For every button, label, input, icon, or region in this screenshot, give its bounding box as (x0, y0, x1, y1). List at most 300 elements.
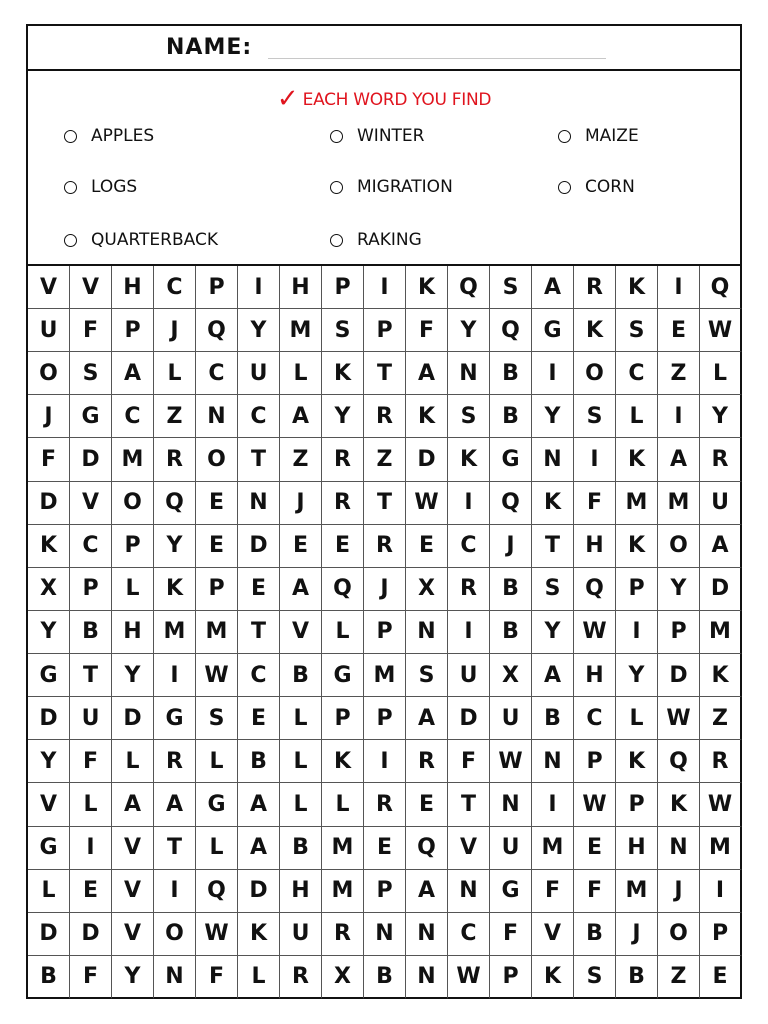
grid-cell[interactable]: K (616, 266, 658, 309)
grid-cell[interactable]: O (658, 913, 700, 956)
grid-cell[interactable]: R (574, 266, 616, 309)
grid-cell[interactable]: C (70, 525, 112, 568)
grid-cell[interactable]: D (658, 654, 700, 697)
grid-cell[interactable]: G (196, 783, 238, 826)
grid-cell[interactable]: A (280, 568, 322, 611)
grid-cell[interactable]: A (406, 870, 448, 913)
grid-cell[interactable]: N (364, 913, 406, 956)
grid-cell[interactable]: J (616, 913, 658, 956)
grid-cell[interactable]: I (448, 482, 490, 525)
grid-cell[interactable]: X (322, 956, 364, 999)
grid-cell[interactable]: Q (490, 309, 532, 352)
grid-cell[interactable]: D (406, 438, 448, 481)
grid-cell[interactable]: B (28, 956, 70, 999)
grid-cell[interactable]: S (532, 568, 574, 611)
grid-cell[interactable]: Q (322, 568, 364, 611)
grid-cell[interactable]: E (700, 956, 742, 999)
grid-cell[interactable]: E (238, 568, 280, 611)
grid-cell[interactable]: I (364, 266, 406, 309)
grid-cell[interactable]: I (532, 783, 574, 826)
grid-cell[interactable]: M (532, 827, 574, 870)
grid-cell[interactable]: D (238, 525, 280, 568)
grid-cell[interactable]: J (658, 870, 700, 913)
grid-cell[interactable]: R (154, 438, 196, 481)
grid-cell[interactable]: K (406, 395, 448, 438)
grid-cell[interactable]: N (448, 352, 490, 395)
grid-cell[interactable]: R (448, 568, 490, 611)
grid-cell[interactable]: A (280, 395, 322, 438)
grid-cell[interactable]: L (112, 740, 154, 783)
grid-cell[interactable]: P (616, 783, 658, 826)
grid-cell[interactable]: D (700, 568, 742, 611)
grid-cell[interactable]: G (28, 827, 70, 870)
grid-cell[interactable]: H (280, 266, 322, 309)
grid-cell[interactable]: U (70, 697, 112, 740)
grid-cell[interactable]: B (616, 956, 658, 999)
grid-cell[interactable]: W (700, 309, 742, 352)
grid-cell[interactable]: Q (196, 309, 238, 352)
grid-cell[interactable]: O (154, 913, 196, 956)
grid-cell[interactable]: J (364, 568, 406, 611)
grid-cell[interactable]: C (154, 266, 196, 309)
grid-cell[interactable]: B (490, 395, 532, 438)
grid-cell[interactable]: A (406, 352, 448, 395)
grid-cell[interactable]: E (70, 870, 112, 913)
grid-cell[interactable]: N (490, 783, 532, 826)
grid-cell[interactable]: P (616, 568, 658, 611)
grid-cell[interactable]: M (322, 827, 364, 870)
grid-cell[interactable]: I (154, 654, 196, 697)
grid-cell[interactable]: L (70, 783, 112, 826)
checkbox-circle-icon[interactable] (558, 181, 571, 194)
grid-cell[interactable]: P (196, 266, 238, 309)
grid-cell[interactable]: U (490, 827, 532, 870)
grid-cell[interactable]: I (616, 611, 658, 654)
grid-cell[interactable]: H (574, 654, 616, 697)
grid-cell[interactable]: R (700, 438, 742, 481)
grid-cell[interactable]: W (448, 956, 490, 999)
grid-cell[interactable]: Q (490, 482, 532, 525)
grid-cell[interactable]: I (574, 438, 616, 481)
grid-cell[interactable]: S (574, 395, 616, 438)
grid-cell[interactable]: T (70, 654, 112, 697)
grid-cell[interactable]: M (616, 870, 658, 913)
grid-cell[interactable]: Q (196, 870, 238, 913)
grid-cell[interactable]: I (658, 266, 700, 309)
grid-cell[interactable]: Y (532, 395, 574, 438)
grid-cell[interactable]: T (448, 783, 490, 826)
grid-cell[interactable]: K (616, 438, 658, 481)
grid-cell[interactable]: Q (406, 827, 448, 870)
grid-cell[interactable]: E (406, 525, 448, 568)
grid-cell[interactable]: V (532, 913, 574, 956)
grid-cell[interactable]: L (280, 352, 322, 395)
name-input-line[interactable] (268, 58, 606, 59)
grid-cell[interactable]: B (364, 956, 406, 999)
grid-cell[interactable]: D (238, 870, 280, 913)
grid-cell[interactable]: F (196, 956, 238, 999)
grid-cell[interactable]: K (322, 740, 364, 783)
checkbox-circle-icon[interactable] (330, 130, 343, 143)
grid-cell[interactable]: F (70, 309, 112, 352)
grid-cell[interactable]: R (322, 438, 364, 481)
grid-cell[interactable]: H (616, 827, 658, 870)
grid-cell[interactable]: B (280, 654, 322, 697)
grid-cell[interactable]: E (280, 525, 322, 568)
grid-cell[interactable]: P (574, 740, 616, 783)
grid-cell[interactable]: U (28, 309, 70, 352)
grid-cell[interactable]: R (280, 956, 322, 999)
grid-cell[interactable]: W (196, 913, 238, 956)
grid-cell[interactable]: L (280, 783, 322, 826)
checkbox-circle-icon[interactable] (330, 234, 343, 247)
grid-cell[interactable]: P (364, 309, 406, 352)
grid-cell[interactable]: L (196, 740, 238, 783)
grid-cell[interactable]: S (490, 266, 532, 309)
grid-cell[interactable]: E (196, 482, 238, 525)
grid-cell[interactable]: Z (658, 956, 700, 999)
grid-cell[interactable]: Y (532, 611, 574, 654)
grid-cell[interactable]: P (322, 697, 364, 740)
grid-cell[interactable]: W (196, 654, 238, 697)
grid-cell[interactable]: G (490, 438, 532, 481)
grid-cell[interactable]: D (448, 697, 490, 740)
grid-cell[interactable]: R (700, 740, 742, 783)
grid-cell[interactable]: P (364, 697, 406, 740)
grid-cell[interactable]: E (238, 697, 280, 740)
grid-cell[interactable]: F (532, 870, 574, 913)
grid-cell[interactable]: U (448, 654, 490, 697)
grid-cell[interactable]: A (238, 783, 280, 826)
grid-cell[interactable]: K (406, 266, 448, 309)
grid-cell[interactable]: D (70, 438, 112, 481)
grid-cell[interactable]: B (70, 611, 112, 654)
grid-cell[interactable]: Z (280, 438, 322, 481)
grid-cell[interactable]: Q (154, 482, 196, 525)
grid-cell[interactable]: T (532, 525, 574, 568)
grid-cell[interactable]: O (658, 525, 700, 568)
grid-cell[interactable]: B (238, 740, 280, 783)
grid-cell[interactable]: I (238, 266, 280, 309)
grid-cell[interactable]: U (490, 697, 532, 740)
grid-cell[interactable]: S (196, 697, 238, 740)
grid-cell[interactable]: Y (616, 654, 658, 697)
grid-cell[interactable]: V (112, 827, 154, 870)
grid-cell[interactable]: L (280, 740, 322, 783)
instructions-text: EACH WORD YOU FIND (302, 90, 492, 110)
grid-cell[interactable]: X (28, 568, 70, 611)
grid-cell[interactable]: R (322, 913, 364, 956)
grid-cell[interactable]: Z (154, 395, 196, 438)
grid-cell[interactable]: F (28, 438, 70, 481)
grid-cell[interactable]: A (532, 654, 574, 697)
grid-cell[interactable]: K (448, 438, 490, 481)
grid-cell[interactable]: F (490, 913, 532, 956)
grid-cell[interactable]: B (280, 827, 322, 870)
grid-cell[interactable]: M (364, 654, 406, 697)
grid-cell[interactable]: C (448, 525, 490, 568)
grid-cell[interactable]: A (532, 266, 574, 309)
grid-cell[interactable]: A (238, 827, 280, 870)
grid-cell[interactable]: D (28, 482, 70, 525)
grid-cell[interactable]: Y (112, 654, 154, 697)
grid-cell[interactable]: E (364, 827, 406, 870)
grid-cell[interactable]: L (112, 568, 154, 611)
grid-cell[interactable]: A (700, 525, 742, 568)
grid-cell[interactable]: L (616, 395, 658, 438)
grid-cell[interactable]: Y (28, 611, 70, 654)
grid-cell[interactable]: W (406, 482, 448, 525)
grid-cell[interactable]: H (574, 525, 616, 568)
grid-cell[interactable]: L (322, 611, 364, 654)
grid-cell[interactable]: W (574, 783, 616, 826)
checkbox-circle-icon[interactable] (330, 181, 343, 194)
grid-cell[interactable]: G (322, 654, 364, 697)
grid-cell[interactable]: P (364, 611, 406, 654)
grid-cell[interactable]: D (28, 697, 70, 740)
grid-cell[interactable]: F (70, 740, 112, 783)
grid-cell[interactable]: F (406, 309, 448, 352)
grid-cell[interactable]: L (280, 697, 322, 740)
checkbox-circle-icon[interactable] (64, 130, 77, 143)
grid-cell[interactable]: Z (658, 352, 700, 395)
grid-cell[interactable]: R (364, 783, 406, 826)
grid-cell[interactable]: N (532, 438, 574, 481)
grid-cell[interactable]: I (364, 740, 406, 783)
grid-cell[interactable]: K (532, 956, 574, 999)
grid-cell[interactable]: S (616, 309, 658, 352)
grid-cell[interactable]: M (280, 309, 322, 352)
grid-cell[interactable]: C (238, 395, 280, 438)
grid-cell[interactable]: R (364, 395, 406, 438)
grid-cell[interactable]: M (154, 611, 196, 654)
grid-cell[interactable]: G (28, 654, 70, 697)
grid-cell[interactable]: T (364, 352, 406, 395)
grid-cell[interactable]: B (574, 913, 616, 956)
grid-cell[interactable]: R (364, 525, 406, 568)
grid-cell[interactable]: L (28, 870, 70, 913)
grid-cell[interactable]: J (280, 482, 322, 525)
grid-cell[interactable]: C (238, 654, 280, 697)
grid-cell[interactable]: M (322, 870, 364, 913)
grid-cell[interactable]: V (280, 611, 322, 654)
grid-cell[interactable]: I (700, 870, 742, 913)
grid-cell[interactable]: L (322, 783, 364, 826)
grid-cell[interactable]: P (658, 611, 700, 654)
grid-cell[interactable]: Q (658, 740, 700, 783)
grid-cell[interactable]: C (196, 352, 238, 395)
grid-cell[interactable]: B (532, 697, 574, 740)
grid-cell[interactable]: E (322, 525, 364, 568)
grid-cell[interactable]: O (574, 352, 616, 395)
grid-cell[interactable]: V (28, 266, 70, 309)
grid-cell[interactable]: K (28, 525, 70, 568)
grid-cell[interactable]: A (112, 352, 154, 395)
grid-cell[interactable]: K (658, 783, 700, 826)
grid-cell[interactable]: V (448, 827, 490, 870)
grid-cell[interactable]: C (616, 352, 658, 395)
grid-cell[interactable]: M (112, 438, 154, 481)
grid-cell[interactable]: V (70, 266, 112, 309)
grid-cell[interactable]: B (490, 611, 532, 654)
grid-cell[interactable]: K (238, 913, 280, 956)
grid-cell[interactable]: N (196, 395, 238, 438)
grid-cell[interactable]: E (406, 783, 448, 826)
grid-cell[interactable]: G (154, 697, 196, 740)
grid-cell[interactable]: I (154, 870, 196, 913)
grid-cell[interactable]: G (532, 309, 574, 352)
grid-cell[interactable]: H (112, 611, 154, 654)
grid-cell[interactable]: F (574, 482, 616, 525)
grid-cell[interactable]: C (574, 697, 616, 740)
grid-cell[interactable]: T (154, 827, 196, 870)
grid-cell[interactable]: A (406, 697, 448, 740)
grid-cell[interactable]: Y (238, 309, 280, 352)
grid-cell[interactable]: M (196, 611, 238, 654)
grid-cell[interactable]: Y (700, 395, 742, 438)
grid-cell[interactable]: Z (700, 697, 742, 740)
grid-cell[interactable]: I (532, 352, 574, 395)
grid-cell[interactable]: D (28, 913, 70, 956)
grid-cell[interactable]: I (448, 611, 490, 654)
grid-cell[interactable]: K (616, 740, 658, 783)
grid-cell[interactable]: P (196, 568, 238, 611)
grid-cell[interactable]: P (700, 913, 742, 956)
grid-cell[interactable]: L (700, 352, 742, 395)
grid-cell[interactable]: K (700, 654, 742, 697)
grid-cell[interactable]: M (616, 482, 658, 525)
grid-cell[interactable]: J (154, 309, 196, 352)
grid-cell[interactable]: K (532, 482, 574, 525)
grid-cell[interactable]: C (112, 395, 154, 438)
grid-cell[interactable]: Y (322, 395, 364, 438)
grid-cell[interactable]: W (700, 783, 742, 826)
grid-cell[interactable]: P (112, 525, 154, 568)
grid-cell[interactable]: F (448, 740, 490, 783)
checkbox-circle-icon[interactable] (558, 130, 571, 143)
grid-cell[interactable]: F (70, 956, 112, 999)
grid-cell[interactable]: E (574, 827, 616, 870)
grid-cell[interactable]: Q (574, 568, 616, 611)
grid-cell[interactable]: D (70, 913, 112, 956)
grid-cell[interactable]: G (490, 870, 532, 913)
grid-cell[interactable]: N (406, 611, 448, 654)
grid-cell[interactable]: S (70, 352, 112, 395)
grid-cell[interactable]: S (322, 309, 364, 352)
grid-cell[interactable]: R (406, 740, 448, 783)
grid-cell[interactable]: K (154, 568, 196, 611)
grid-cell[interactable]: A (154, 783, 196, 826)
grid-cell[interactable]: N (532, 740, 574, 783)
grid-cell[interactable]: E (658, 309, 700, 352)
grid-cell[interactable]: X (406, 568, 448, 611)
grid-cell[interactable]: B (490, 568, 532, 611)
grid-cell[interactable]: Y (448, 309, 490, 352)
grid-cell[interactable]: W (574, 611, 616, 654)
grid-cell[interactable]: H (112, 266, 154, 309)
grid-cell[interactable]: U (700, 482, 742, 525)
grid-cell[interactable]: N (238, 482, 280, 525)
grid-cell[interactable]: Z (364, 438, 406, 481)
grid-cell[interactable]: N (448, 870, 490, 913)
grid-cell[interactable]: V (112, 870, 154, 913)
grid-cell[interactable]: G (70, 395, 112, 438)
grid-cell[interactable]: W (490, 740, 532, 783)
grid-cell[interactable]: S (448, 395, 490, 438)
grid-cell[interactable]: W (658, 697, 700, 740)
grid-cell[interactable]: P (490, 956, 532, 999)
grid-cell[interactable]: T (238, 438, 280, 481)
grid-cell[interactable]: P (112, 309, 154, 352)
grid-cell[interactable]: M (658, 482, 700, 525)
grid-cell[interactable]: T (364, 482, 406, 525)
grid-cell[interactable]: Y (28, 740, 70, 783)
grid-cell[interactable]: U (238, 352, 280, 395)
grid-cell[interactable]: L (196, 827, 238, 870)
grid-cell[interactable]: O (196, 438, 238, 481)
grid-cell[interactable]: O (112, 482, 154, 525)
grid-cell[interactable]: P (322, 266, 364, 309)
grid-cell[interactable]: N (406, 913, 448, 956)
checkbox-circle-icon[interactable] (64, 234, 77, 247)
grid-cell[interactable]: T (238, 611, 280, 654)
grid-cell[interactable]: S (406, 654, 448, 697)
grid-cell[interactable]: Y (112, 956, 154, 999)
grid-cell[interactable]: X (490, 654, 532, 697)
grid-cell[interactable]: H (280, 870, 322, 913)
grid-cell[interactable]: P (364, 870, 406, 913)
grid-cell[interactable]: Q (700, 266, 742, 309)
grid-cell[interactable]: I (658, 395, 700, 438)
grid-cell[interactable]: Y (154, 525, 196, 568)
grid-cell[interactable]: E (196, 525, 238, 568)
grid-cell[interactable]: C (448, 913, 490, 956)
grid-cell[interactable]: M (700, 611, 742, 654)
grid-cell[interactable]: J (28, 395, 70, 438)
grid-cell[interactable]: L (616, 697, 658, 740)
checkbox-circle-icon[interactable] (64, 181, 77, 194)
word-label: MIGRATION (357, 177, 453, 197)
grid-cell[interactable]: L (154, 352, 196, 395)
grid-cell[interactable]: V (28, 783, 70, 826)
grid-cell[interactable]: K (574, 309, 616, 352)
grid-cell[interactable]: K (322, 352, 364, 395)
grid-cell[interactable]: Y (658, 568, 700, 611)
grid-cell[interactable]: O (28, 352, 70, 395)
grid-cell[interactable]: K (616, 525, 658, 568)
grid-cell[interactable]: V (70, 482, 112, 525)
grid-cell[interactable]: P (70, 568, 112, 611)
grid-cell[interactable]: V (112, 913, 154, 956)
grid-cell[interactable]: S (574, 956, 616, 999)
grid-cell[interactable]: F (574, 870, 616, 913)
grid-cell[interactable]: D (112, 697, 154, 740)
grid-cell[interactable]: R (154, 740, 196, 783)
grid-cell[interactable]: L (238, 956, 280, 999)
grid-cell[interactable]: B (490, 352, 532, 395)
grid-cell[interactable]: N (406, 956, 448, 999)
grid-cell[interactable]: M (700, 827, 742, 870)
grid-cell[interactable]: N (658, 827, 700, 870)
grid-cell[interactable]: A (112, 783, 154, 826)
grid-cell[interactable]: Q (448, 266, 490, 309)
grid-cell[interactable]: U (280, 913, 322, 956)
grid-cell[interactable]: A (658, 438, 700, 481)
grid-cell[interactable]: J (490, 525, 532, 568)
grid-cell[interactable]: N (154, 956, 196, 999)
grid-cell[interactable]: I (70, 827, 112, 870)
grid-cell[interactable]: R (322, 482, 364, 525)
